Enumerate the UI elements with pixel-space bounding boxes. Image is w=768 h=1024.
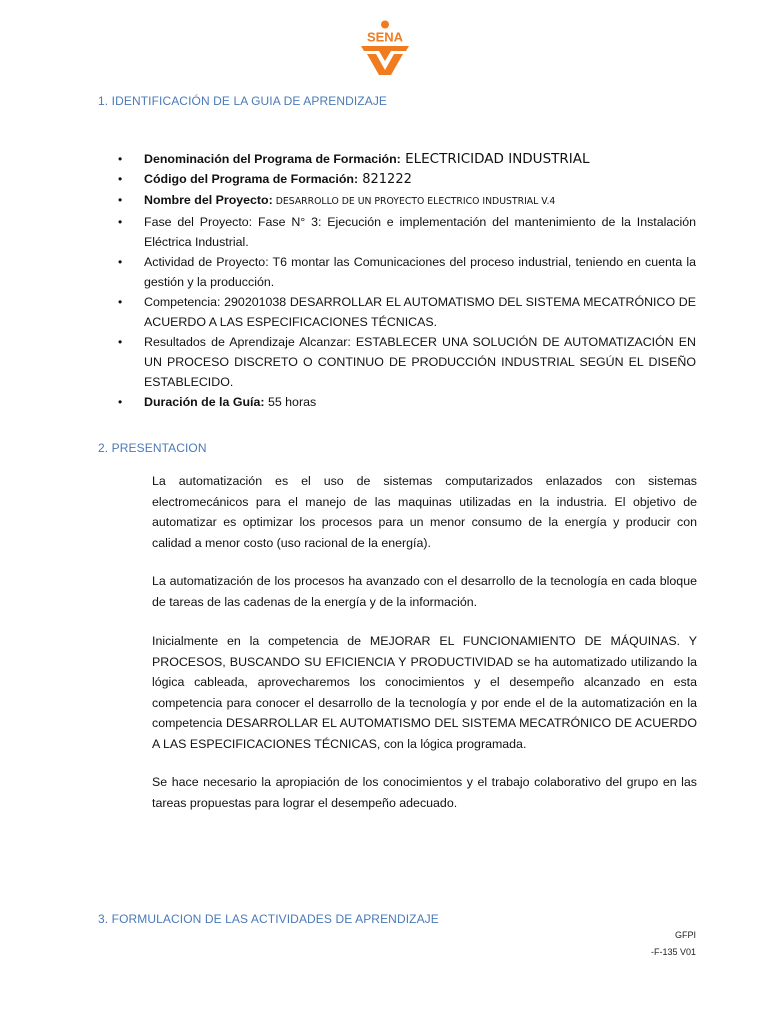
footer-form-code-line1: GFPI bbox=[674, 930, 696, 940]
paragraph-collaboration: Se hace necesario la apropiación de los conocimientos y el trabajo colaborativo del grupo en las tareas propuestas para lograr el desempeño adecuado. bbox=[152, 775, 697, 810]
list-item-competence bbox=[118, 292, 696, 332]
section-1-heading: 1. IDENTIFICACIÓN DE LA GUIA DE APRENDIZAJE bbox=[98, 94, 388, 108]
logo-head bbox=[381, 21, 389, 29]
bullet: • bbox=[118, 152, 123, 166]
bullet: • bbox=[118, 193, 123, 207]
bullet: • bbox=[118, 255, 123, 269]
bullet: • bbox=[118, 295, 123, 309]
program-name-value: ELECTRICIDAD INDUSTRIAL bbox=[400, 151, 590, 167]
section-3-heading: 3. FORMULACION DE LAS ACTIVIDADES DE APRENDIZAJE bbox=[98, 912, 439, 926]
program-code-label: Código del Programa de Formación: bbox=[144, 172, 359, 186]
sena-logo bbox=[357, 20, 413, 76]
learning-results-text: Resultados de Aprendizaje Alcanzar: ESTABLECER UNA SOLUCIÓN DE AUTOMATIZACIÓN EN UN PROCESO DISCRETO O CONTINUO DE PRODUCCIÓN INDUSTRIAL SEGÚN EL DISEÑO ESTABLECIDO. bbox=[144, 335, 696, 389]
project-name-label: Nombre del Proyecto: bbox=[144, 193, 273, 207]
project-name-value: DESARROLLO DE UN PROYECTO ELECTRICO INDUSTRIAL V.4 bbox=[272, 196, 556, 207]
project-activity-text: Actividad de Proyecto: T6 montar las Comunicaciones del proceso industrial, teniendo en cuenta la gestión y la producción. bbox=[144, 255, 696, 289]
paragraph-competence-context: Inicialmente en la competencia de MEJORAR EL FUNCIONAMIENTO DE MÁQUINAS. Y PROCESOS, BUSCANDO SU EFICIENCIA Y PRODUCTIVIDAD se ha automatizado utilizando la lógica cableada, aprovecharemos los conocimientos y el desempeño alcanzado en esta competencia para conocer el desarrollo de la tecnología y por ende el de la automatización en la competencia DESARROLLAR EL AUTOMATISMO DEL SISTEMA MECATRÓNICO DE ACUERDO A LAS ESPECIFICACIONES TÉCNICAS, con la lógica programada. bbox=[152, 634, 697, 751]
logo-figure bbox=[361, 46, 409, 75]
section-2-heading: 2. PRESENTACION bbox=[98, 441, 207, 455]
list-item-program-name bbox=[118, 149, 696, 169]
list-item-learning-results bbox=[118, 332, 696, 392]
list-item-guide-duration bbox=[118, 392, 696, 412]
list-item-program-code bbox=[118, 169, 696, 190]
paragraph-automation-progress: La automatización de los procesos ha avanzado con el desarrollo de la tecnología en cada bloque de tareas de las cadenas de la energía y de la información. bbox=[152, 574, 697, 609]
bullet: • bbox=[118, 395, 123, 409]
logo-text: SENA bbox=[366, 29, 404, 45]
list-item-project-name bbox=[118, 190, 696, 212]
bullet: • bbox=[118, 335, 123, 349]
bullet: • bbox=[118, 215, 123, 229]
program-name-label: Denominación del Programa de Formación: bbox=[144, 152, 401, 166]
program-code-value: 821222 bbox=[358, 172, 412, 187]
identification-list bbox=[118, 149, 696, 412]
list-item-project-activity bbox=[118, 252, 696, 292]
footer-form-code-line2: -F-135 V01 bbox=[650, 947, 696, 957]
project-phase-text: Fase del Proyecto: Fase N° 3: Ejecución e implementación del mantenimiento de la Instalación Eléctrica Industrial. bbox=[144, 215, 696, 249]
guide-duration-value: 55 horas bbox=[264, 395, 317, 409]
list-item-project-phase bbox=[118, 212, 696, 252]
competence-text: Competencia: 290201038 DESARROLLAR EL AUTOMATISMO DEL SISTEMA MECATRÓNICO DE ACUERDO A LAS ESPECIFICACIONES TÉCNICAS. bbox=[144, 295, 696, 329]
paragraph-automation-definition: La automatización es el uso de sistemas computarizados enlazados con sistemas electromecánicos para el manejo de las maquinas utilizadas en la industria. El objetivo de automatizar es optimizar los procesos para un menor consumo de la energía y producir con calidad a menor costo (uso racional de la energía). bbox=[152, 474, 697, 550]
bullet: • bbox=[118, 172, 123, 186]
guide-duration-label: Duración de la Guía: bbox=[144, 395, 265, 409]
